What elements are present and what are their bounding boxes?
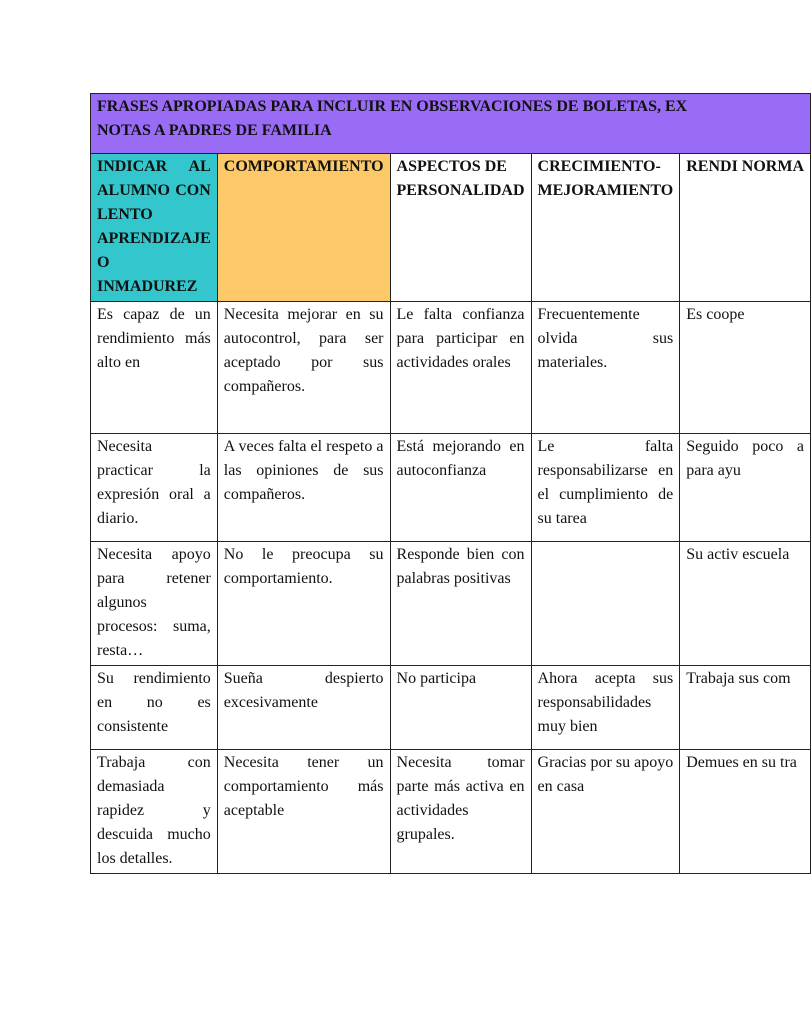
table-cell: Necesita apoyo para retener algunos procesos: suma, resta…	[91, 542, 218, 666]
table-cell: Responde bien con palabras positivas	[390, 542, 531, 666]
table-cell: Gracias por su apoyo en casa	[531, 750, 680, 874]
table-cell: No le preocupa su comportamiento.	[217, 542, 390, 666]
table-cell: Necesita tomar parte más activa en actividades grupales.	[390, 750, 531, 874]
table-cell: Sueña despierto excesivamente	[217, 666, 390, 750]
table-cell	[531, 542, 680, 666]
table-title-row	[91, 94, 811, 154]
table-row	[91, 750, 811, 874]
header-slow-learner: INDICAR AL ALUMNO CON LENTO APRENDIZAJE O INMADUREZ	[91, 154, 218, 302]
table-title	[91, 94, 811, 154]
table-cell: Está mejorando en autoconfianza	[390, 434, 531, 542]
table-cell: Seguido poco a para ayu	[680, 434, 811, 542]
table-row	[91, 302, 811, 434]
table-cell: Frecuentemente olvida sus materiales.	[531, 302, 680, 434]
table-row	[91, 666, 811, 750]
table-header-row	[91, 154, 811, 302]
table-cell: Su rendimiento en no es consistente	[91, 666, 218, 750]
table-cell: Ahora acepta sus responsabilidades muy bien	[531, 666, 680, 750]
header-personality: ASPECTOS DE PERSONALIDAD	[390, 154, 531, 302]
table-cell: Necesita practicar la expresión oral a diario.	[91, 434, 218, 542]
table-cell: Trabaja con demasiada rapidez y descuida mucho los detalles.	[91, 750, 218, 874]
table-cell: No participa	[390, 666, 531, 750]
table-title-line-2: NOTAS A PADRES DE FAMILIA	[97, 122, 332, 139]
table-cell: Necesita tener un comportamiento más aceptable	[217, 750, 390, 874]
table-cell: Es capaz de un rendimiento más alto en	[91, 302, 218, 434]
header-growth: CRECIMIENTO-MEJORAMIENTO	[531, 154, 680, 302]
table-cell: Trabaja sus com	[680, 666, 811, 750]
header-behavior: COMPORTAMIENTO	[217, 154, 390, 302]
table-row	[91, 542, 811, 666]
table-cell: A veces falta el respeto a las opiniones de sus compañeros.	[217, 434, 390, 542]
table-cell: Demues en su tra	[680, 750, 811, 874]
phrases-table	[90, 93, 811, 874]
table-cell: Le falta responsabilizarse en el cumplimiento de su tarea	[531, 434, 680, 542]
header-performance: RENDI NORMA	[680, 154, 811, 302]
table-cell: Su activ escuela	[680, 542, 811, 666]
table-row	[91, 434, 811, 542]
table-cell: Necesita mejorar en su autocontrol, para ser aceptado por sus compañeros.	[217, 302, 390, 434]
table-cell: Es coope	[680, 302, 811, 434]
table-title-line-1: FRASES APROPIADAS PARA INCLUIR EN OBSERVACIONES DE BOLETAS, EX	[97, 98, 688, 115]
table-cell: Le falta confianza para participar en actividades orales	[390, 302, 531, 434]
